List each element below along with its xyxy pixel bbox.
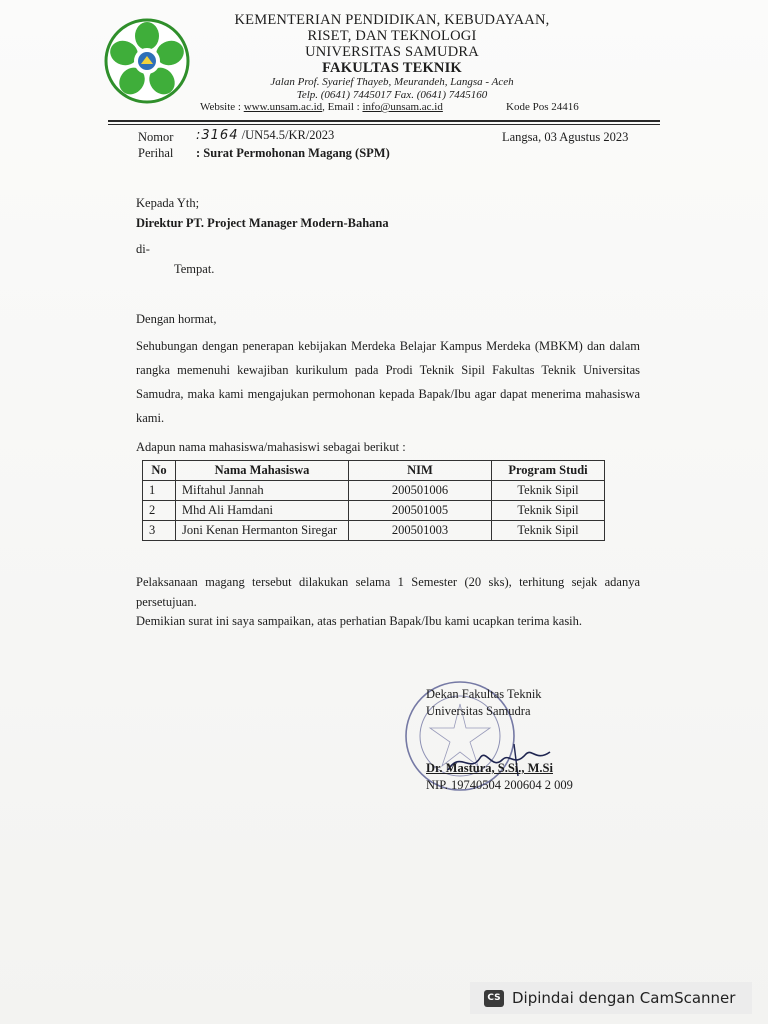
cell-no: 1 (143, 481, 176, 501)
camscanner-watermark (470, 982, 752, 1014)
contact-line (200, 101, 443, 113)
perihal-value: : Surat Permohonan Magang (SPM) (196, 146, 390, 160)
table-row (143, 521, 605, 541)
perihal-label: Perihal (138, 146, 174, 160)
ministry-name: KEMENTERIAN PENDIDIKAN, KEBUDAYAAN, (234, 12, 550, 28)
university-logo (104, 18, 190, 104)
signer-nip: NIP. 19740504 200604 2 009 (426, 778, 573, 792)
table-row (143, 481, 605, 501)
signer-title-1: Dekan Fakultas Teknik (426, 687, 542, 701)
paragraph-intro: Sehubungan dengan penerapan kebijakan Merdeka Belajar Kampus Merdeka (MBKM) dan dalam rangka memenuhi kewajiban kurikulum pada Prodi Teknik Sipil Fakultas Teknik Universitas Samudra, maka kami mengajukan permohonan kepada Bapak/Ibu agar dapat menerima mahasiswa kami. (136, 339, 640, 425)
paragraph-duration: Pelaksanaan magang tersebut dilakukan selama 1 Semester (20 sks), terhitung sejak adanya persetujuan. (136, 575, 640, 609)
cell-nim: 200501006 (349, 481, 492, 501)
di-label: di- (136, 242, 150, 256)
nomor-value (196, 128, 334, 143)
signer-name: Dr. Mastura, S.Si., M.Si (426, 761, 553, 775)
list-intro: Adapun nama mahasiswa/mahasiswi sebagai berikut : (136, 440, 406, 454)
table-header-row (143, 461, 605, 481)
camscanner-icon: CS (484, 990, 504, 1007)
cell-nama: Joni Kenan Hermanton Siregar (176, 521, 349, 541)
phone-fax: Telp. (0641) 7445017 Fax. (0641) 7445160 (296, 89, 488, 101)
student-table (142, 460, 605, 541)
header-nama: Nama Mahasiswa (176, 461, 349, 481)
greeting: Kepada Yth; (136, 196, 200, 210)
email-label: , Email : (322, 101, 363, 113)
header-divider-thin (108, 124, 660, 125)
tempat-label: Tempat. (174, 262, 215, 276)
university-name: UNIVERSITAS SAMUDRA (305, 44, 479, 60)
signature-block (426, 686, 573, 794)
header-divider (108, 120, 660, 122)
faculty-name: FAKULTAS TEKNIK (322, 60, 462, 76)
cell-no: 3 (143, 521, 176, 541)
salutation: Dengan hormat, (136, 312, 217, 326)
website-label: Website : (200, 101, 244, 113)
email-link[interactable]: info@unsam.ac.id (362, 101, 443, 113)
place-date: Langsa, 03 Agustus 2023 (502, 130, 629, 144)
closing-text: Demikian surat ini saya sampaikan, atas perhatian Bapak/Ibu kami ucapkan terima kasih. (136, 614, 583, 628)
table-row (143, 501, 605, 521)
cell-nim: 200501005 (349, 501, 492, 521)
cell-nama: Mhd Ali Hamdani (176, 501, 349, 521)
nomor-rest: /UN54.5/KR/2023 (238, 128, 335, 142)
cell-nim: 200501003 (349, 521, 492, 541)
nomor-handwritten: :3164 (196, 128, 239, 143)
header-prodi: Program Studi (492, 461, 605, 481)
recipient-name: Direktur PT. Project Manager Modern-Bahana (136, 216, 389, 230)
address: Jalan Prof. Syarief Thayeb, Meurandeh, Langsa - Aceh (270, 76, 514, 88)
cell-nama: Miftahul Jannah (176, 481, 349, 501)
postal-code: Kode Pos 24416 (506, 101, 579, 113)
header-nim: NIM (349, 461, 492, 481)
cell-no: 2 (143, 501, 176, 521)
ministry-name-2: RISET, DAN TEKNOLOGI (307, 28, 477, 44)
website-link[interactable]: www.unsam.ac.id (243, 101, 323, 113)
header-no: No (143, 461, 176, 481)
nomor-label: Nomor (138, 130, 174, 144)
cell-prodi: Teknik Sipil (492, 481, 605, 501)
signer-title-2: Universitas Samudra (426, 704, 531, 718)
cell-prodi: Teknik Sipil (492, 501, 605, 521)
camscanner-label: Dipindai dengan CamScanner (512, 989, 736, 1007)
letterhead (192, 12, 592, 102)
cell-prodi: Teknik Sipil (492, 521, 605, 541)
